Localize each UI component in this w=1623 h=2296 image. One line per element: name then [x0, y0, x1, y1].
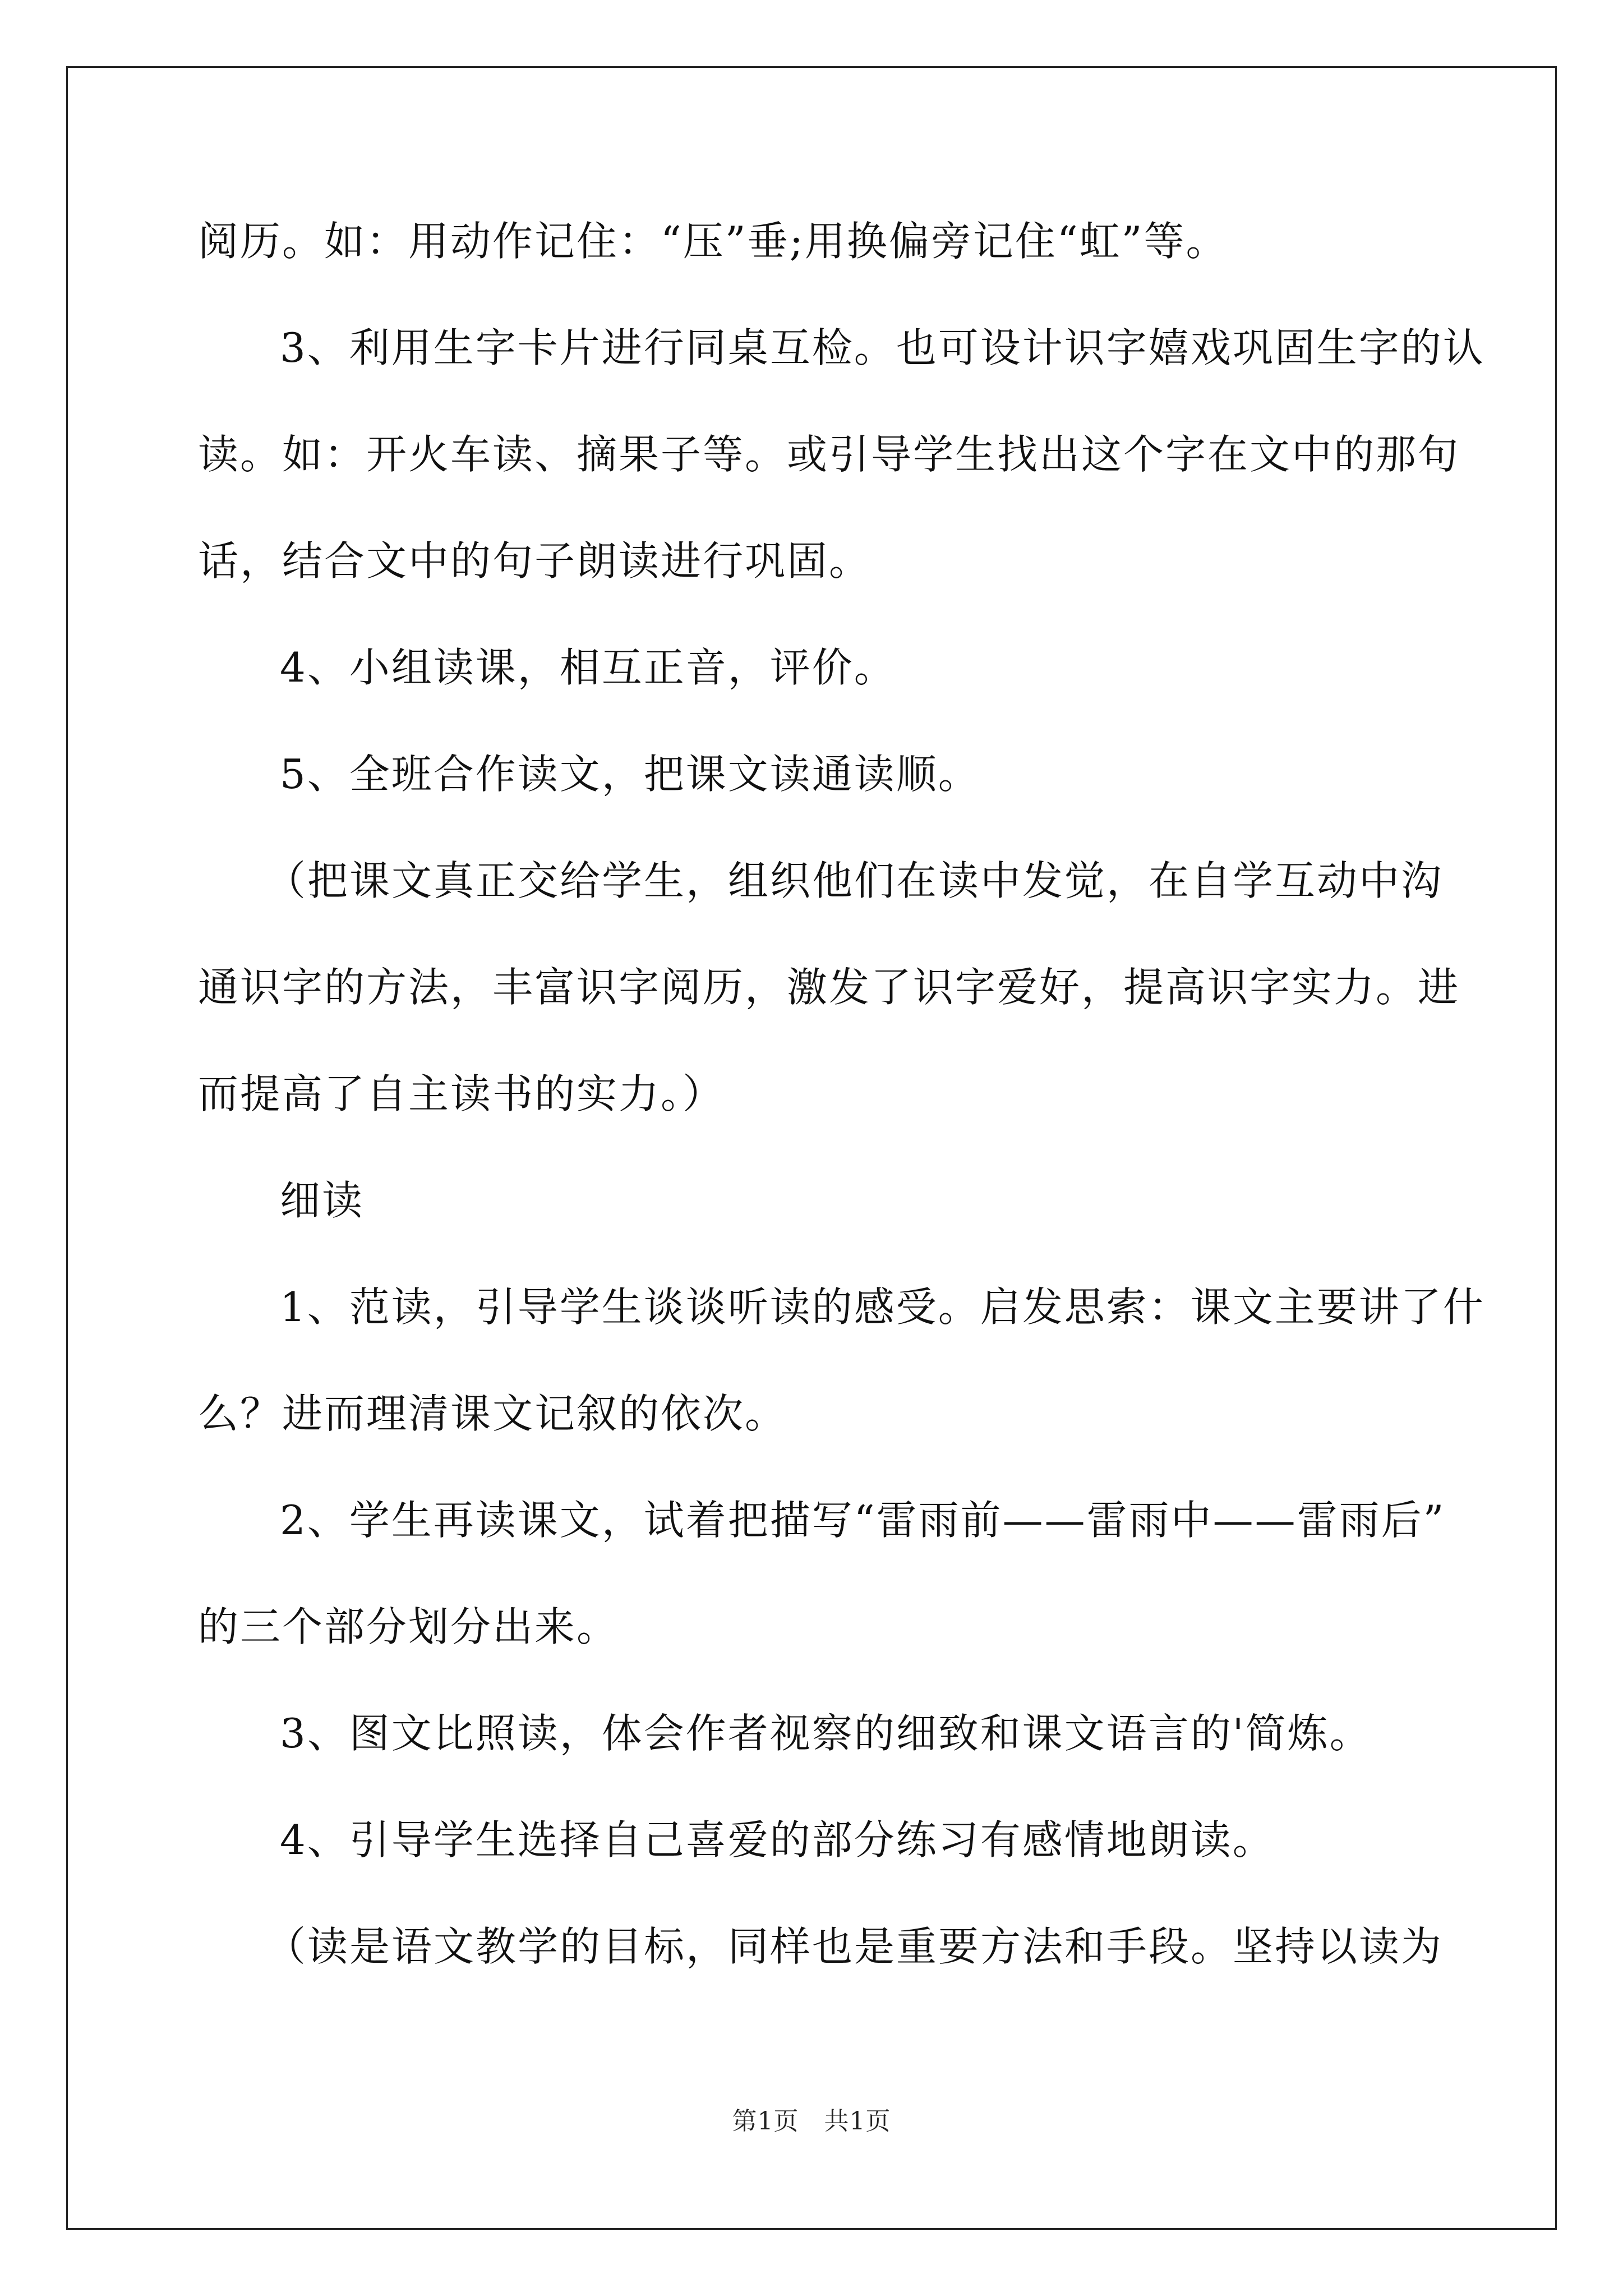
- text-line: 而提高了自主读书的实力。）: [198, 1070, 725, 1117]
- text-line: 5、全班合作读文，把课文读通读顺。: [280, 751, 980, 798]
- text-line: 2、学生再读课文，试着把描写“雷雨前——雷雨中——雷雨后”: [280, 1497, 1446, 1544]
- text-line: 通识字的方法，丰富识字阅历，激发了识字爱好，提高识字实力。进: [198, 964, 1460, 1011]
- document-body: [198, 208, 1485, 2019]
- text-line: 3、图文比照读，体会作者视察的细致和课文语言的'简炼。: [280, 1710, 1372, 1757]
- text-line: 4、引导学生选择自己喜爱的部分练习有感情地朗读。: [280, 1816, 1275, 1864]
- text-line: 3、利用生字卡片进行同桌互检。也可设计识字嬉戏巩固生字的认: [280, 324, 1485, 371]
- text-line: 读。如：开火车读、摘果子等。或引导学生找出这个字在文中的那句: [198, 431, 1460, 478]
- text-line: 阅历。如：用动作记住：“压”垂;用换偏旁记住“虹”等。: [198, 218, 1228, 265]
- section-heading: 细读: [280, 1177, 365, 1224]
- text-line: 么？进而理清课文记叙的依次。: [198, 1390, 787, 1437]
- text-line: 1、范读，引导学生谈谈听读的感受。启发思索：课文主要讲了什: [280, 1283, 1485, 1331]
- text-line: 的三个部分划分出来。: [198, 1603, 619, 1650]
- page-number: 第1页 共1页: [732, 2107, 891, 2136]
- text-line: 4、小组读课，相互正音，评价。: [280, 644, 896, 691]
- text-line: （读是语文教学的目标，同样也是重要方法和手段。坚持以读为: [265, 1923, 1444, 1970]
- text-line: 话，结合文中的句子朗读进行巩固。: [198, 537, 872, 585]
- text-line: （把课文真正交给学生，组织他们在读中发觉，在自学互动中沟: [265, 857, 1444, 904]
